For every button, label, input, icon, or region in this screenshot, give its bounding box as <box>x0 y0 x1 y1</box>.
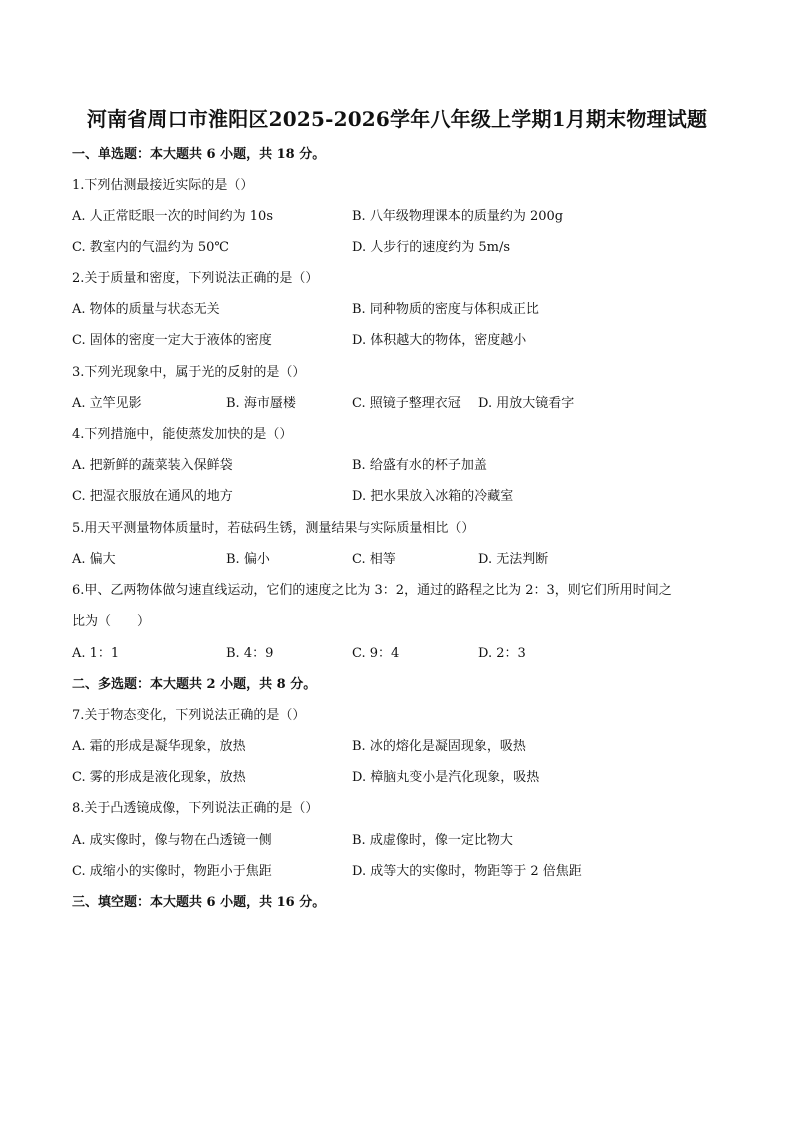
question-6-option-b: B. 4：9 <box>226 646 274 661</box>
question-5-option-b: B. 偏小 <box>226 552 270 567</box>
question-3-option-d: D. 用放大镜看字 <box>478 396 575 411</box>
question-2-option-b: B. 同种物质的密度与体积成正比 <box>352 302 539 317</box>
question-4-option-d: D. 把水果放入冰箱的冷藏室 <box>352 489 514 504</box>
question-4-option-a: A. 把新鲜的蔬菜装入保鲜袋 <box>72 458 233 473</box>
question-3-stem: 3.下列光现象中，属于光的反射的是（） <box>72 365 306 380</box>
section-heading-fill-in: 三、填空题：本大题共 6 小题，共 16 分。 <box>72 895 326 910</box>
question-7-option-a: A. 霜的形成是凝华现象，放热 <box>72 739 246 754</box>
question-3-option-b: B. 海市蜃楼 <box>226 396 296 411</box>
question-2-option-d: D. 体积越大的物体，密度越小 <box>352 333 527 348</box>
question-1-option-a: A. 人正常眨眼一次的时间约为 10s <box>72 209 273 224</box>
question-5-stem: 5.用天平测量物体质量时，若砝码生锈，测量结果与实际质量相比（） <box>72 521 475 536</box>
question-4-option-c: C. 把湿衣服放在通风的地方 <box>72 489 233 504</box>
question-1-option-d: D. 人步行的速度约为 5m/s <box>352 240 511 255</box>
question-5-option-a: A. 偏大 <box>72 552 116 567</box>
section-heading-single-choice: 一、单选题：本大题共 6 小题，共 18 分。 <box>72 147 326 162</box>
question-8-option-d: D. 成等大的实像时，物距等于 2 倍焦距 <box>352 864 582 879</box>
question-3-option-c: C. 照镜子整理衣冠 <box>352 396 461 411</box>
section-heading-multiple-choice: 二、多选题：本大题共 2 小题，共 8 分。 <box>72 677 317 692</box>
question-6-stem-line-1: 6.甲、乙两物体做匀速直线运动，它们的速度之比为 3：2，通过的路程之比为 2：3，则它们所用时间之 <box>72 583 672 598</box>
question-7-option-b: B. 冰的熔化是凝固现象，吸热 <box>352 739 526 754</box>
question-7-option-c: C. 雾的形成是液化现象，放热 <box>72 770 246 785</box>
question-1-stem: 1.下列估测最接近实际的是（） <box>72 178 254 193</box>
question-5-option-d: D. 无法判断 <box>478 552 549 567</box>
question-5-option-c: C. 相等 <box>352 552 396 567</box>
question-8-option-b: B. 成虚像时，像一定比物大 <box>352 833 513 848</box>
question-3-option-a: A. 立竿见影 <box>72 396 142 411</box>
question-4-stem: 4.下列措施中，能使蒸发加快的是（） <box>72 427 293 442</box>
question-2-option-c: C. 固体的密度一定大于液体的密度 <box>72 333 272 348</box>
question-7-option-d: D. 樟脑丸变小是汽化现象，吸热 <box>352 770 540 785</box>
question-2-option-a: A. 物体的质量与状态无关 <box>72 302 220 317</box>
question-8-stem: 8.关于凸透镜成像，下列说法正确的是（） <box>72 801 319 816</box>
question-7-stem: 7.关于物态变化，下列说法正确的是（） <box>72 708 306 723</box>
question-6-option-d: D. 2：3 <box>478 646 526 661</box>
page-title: 河南省周口市淮阳区2025-2026学年八年级上学期1月期末物理试题 <box>86 107 708 131</box>
question-1-option-c: C. 教室内的气温约为 50℃ <box>72 240 229 255</box>
question-6-option-a: A. 1：1 <box>72 646 120 661</box>
question-1-option-b: B. 八年级物理课本的质量约为 200g <box>352 209 564 224</box>
question-4-option-b: B. 给盛有水的杯子加盖 <box>352 458 487 473</box>
question-6-stem-line-2: 比为（ ） <box>72 614 151 629</box>
question-2-stem: 2.关于质量和密度，下列说法正确的是（） <box>72 271 319 286</box>
question-6-option-c: C. 9：4 <box>352 646 400 661</box>
question-8-option-c: C. 成缩小的实像时，物距小于焦距 <box>72 864 272 879</box>
question-8-option-a: A. 成实像时，像与物在凸透镜一侧 <box>72 833 272 848</box>
